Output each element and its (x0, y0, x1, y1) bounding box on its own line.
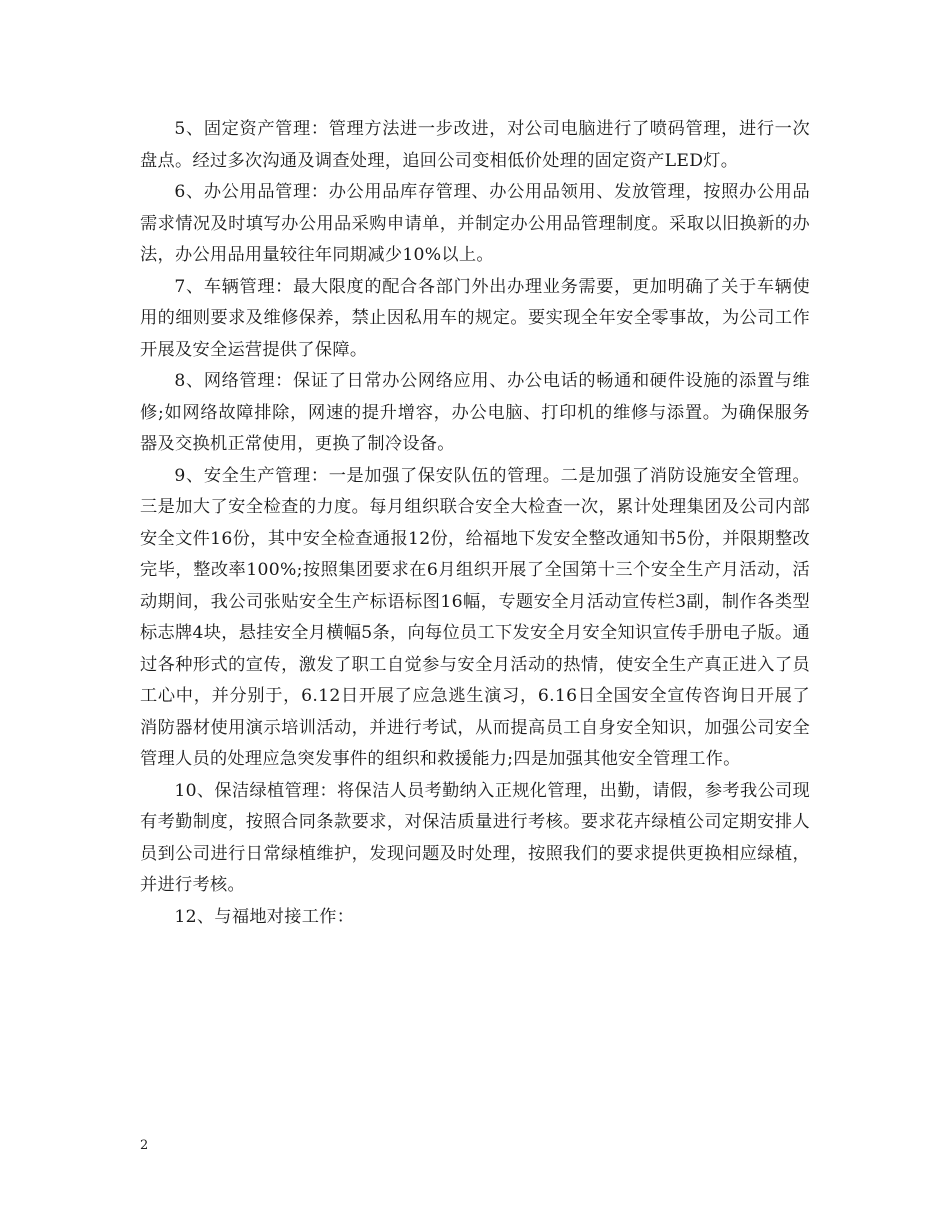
paragraph-cleaning-plants: 10、保洁绿植管理：将保洁人员考勤纳入正规化管理，出勤，请假，参考我公司现有考勤制度，按照合同条款要求，对保洁质量进行考核。要求花卉绿植公司定期安排人员到公司进行日常绿植维护，发现问题及时处理，按照我们的要求提供更换相应绿植，并进行考核。 (140, 780, 810, 895)
document-body (140, 114, 810, 933)
paragraph-vehicles: 7、车辆管理：最大限度的配合各部门外出办理业务需要，更加明确了关于车辆使用的细则要求及维修保养，禁止因私用车的规定。要实现全年安全零事故，为公司工作开展及安全运营提供了保障。 (140, 276, 810, 360)
paragraph-safety: 9、安全生产管理：一是加强了保安队伍的管理。二是加强了消防设施安全管理。三是加大了安全检查的力度。每月组织联合安全大检查一次，累计处理集团及公司内部安全文件16份，其中安全检查通报12份，给福地下发安全整改通知书5份，并限期整改完毕，整改率100%;按照集团要求在6月组织开展了全国第十三个安全生产月活动，活动期间，我公司张贴安全生产标语标图16幅，专题安全月活动宣传栏3副，制作各类型标志牌4块，悬挂安全月横幅5条，向每位员工下发安全月安全知识宣传手册电子版。通过各种形式的宣传，激发了职工自觉参与安全月活动的热情，使安全生产真正进入了员工心中，并分别于，6.12日开展了应急逃生演习，6.16日全国安全宣传咨询日开展了消防器材使用演示培训活动，并进行考试，从而提高员工自身安全知识，加强公司安全管理人员的处理应急突发事件的组织和救援能力;四是加强其他安全管理工作。 (140, 465, 810, 769)
paragraph-office-supplies: 6、办公用品管理：办公用品库存管理、办公用品领用、发放管理，按照办公用品需求情况及时填写办公用品采购申请单，并制定办公用品管理制度。采取以旧换新的办法，办公用品用量较往年同期减少10%以上。 (140, 182, 810, 265)
page-number: 2 (140, 1138, 149, 1153)
paragraph-fudi-liaison: 12、与福地对接工作： (174, 906, 355, 927)
paragraph-network: 8、网络管理：保证了日常办公网络应用、办公电话的畅通和硬件设施的添置与维修;如网络故障排除，网速的提升增容，办公电脑、打印机的维修与添置。为确保服务器及交换机正常使用，更换了制冷设备。 (140, 371, 810, 454)
paragraph-fixed-assets: 5、固定资产管理：管理方法进一步改进，对公司电脑进行了喷码管理，进行一次盘点。经过多次沟通及调查处理，追回公司变相低价处理的固定资产LED灯。 (140, 119, 810, 171)
